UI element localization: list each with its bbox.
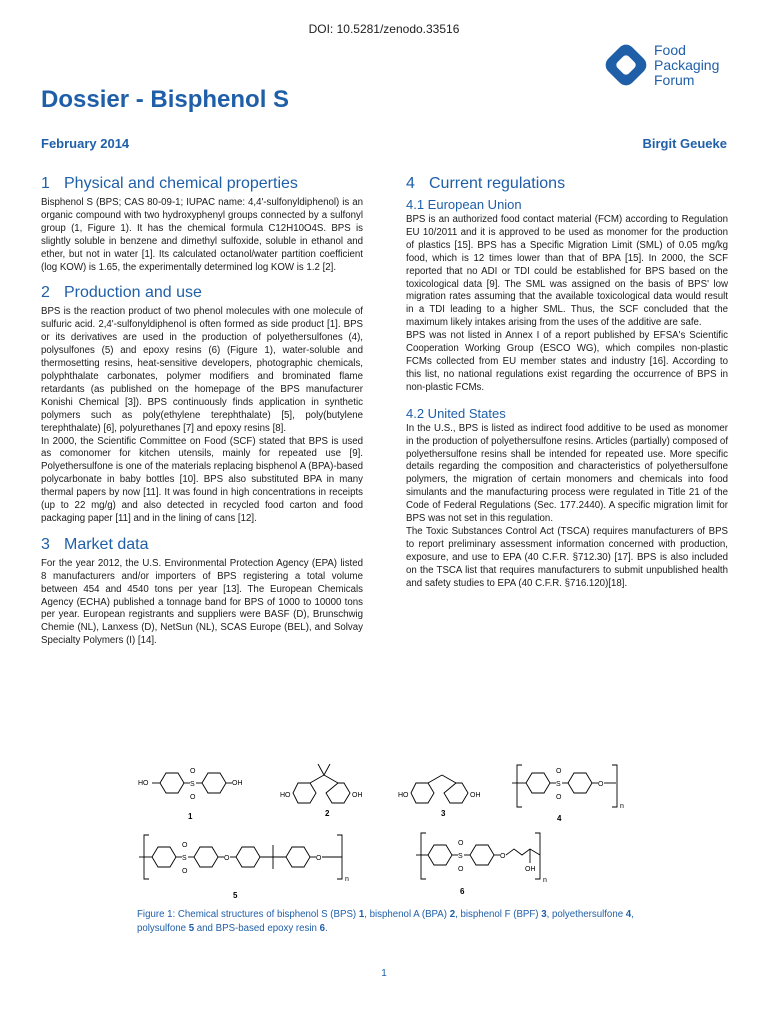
left-column (41, 174, 363, 648)
right-column (406, 174, 728, 590)
caption-compound-5: 5 (188, 923, 195, 934)
section-1-title: Physical and chemical properties (64, 175, 298, 192)
section-1-heading (41, 174, 363, 194)
label-ho-1: HO (138, 780, 149, 787)
label-n-5: n (345, 876, 349, 883)
section-2-paragraph-2: In 2000, the Scientific Committee on Food (SCF) stated that BPS is used as comonomer for kitchen utensils, mainly for repeated use [9]. Polyethersulfone is one of the materials replacing bisphenol A (BPA)-based polycarbonate in baby bottles [10]. BPS also substituted BPA in many thermal papers by now [11]. It was found in high concentrations in receipts (up to 22 mg/g) and also detected in recycled food carton and food packaging paper [11] and in the lining of cans [12]. (41, 435, 363, 524)
label-s-6: S (458, 853, 463, 860)
author-name: Birgit Geueke (642, 136, 727, 151)
structure-epoxy-resin (416, 833, 547, 896)
caption-compound-1: 1 (358, 909, 365, 920)
doi-header: DOI: 10.5281/zenodo.33516 (308, 22, 460, 36)
caption-text-3: , bisphenol F (BPF) (455, 909, 542, 920)
caption-text-1: Figure 1: Chemical structures of bisphenol S (BPS) (137, 909, 359, 920)
label-s-4: S (556, 781, 561, 788)
subsection-eu-heading: 4.1 European Union (406, 197, 522, 212)
label-ho-2: HO (280, 792, 291, 799)
caption-compound-6: 6 (319, 923, 325, 934)
logo-line-food: Food (654, 42, 686, 58)
caption-text-2: , bisphenol A (BPA) (364, 909, 450, 920)
page-number: 1 (381, 968, 387, 979)
label-o-5b: O (182, 868, 188, 875)
section-3-title: Market data (64, 535, 149, 553)
chemical-structures-figure (130, 755, 640, 905)
label-oh-3: OH (470, 792, 481, 799)
label-n-6: n (543, 877, 547, 884)
structure-bpf (398, 775, 481, 818)
compound-number-4: 4 (557, 814, 562, 823)
label-s-5: S (182, 855, 187, 862)
caption-compound-2: 2 (449, 909, 456, 920)
label-o-4b: O (556, 794, 562, 801)
label-o-5d: O (316, 855, 322, 862)
compound-number-3: 3 (441, 809, 446, 818)
logo-mark-icon (604, 43, 648, 87)
caption-text-6: and BPS-based epoxy resin (194, 923, 320, 934)
caption-text-7: . (324, 923, 328, 934)
section-4-number: 4 (406, 175, 415, 192)
figure-caption (137, 908, 637, 936)
caption-text-4: , polyethersulfone (546, 909, 626, 920)
logo-text (654, 43, 719, 88)
section-3-number: 3 (41, 535, 50, 553)
label-o-6c: O (500, 853, 506, 860)
label-oh-2: OH (352, 792, 363, 799)
section-4-title: Current regulations (429, 175, 566, 192)
compound-number-1: 1 (188, 812, 193, 821)
eu-paragraph-2: BPS was not listed in Annex I of a report published by EFSA's Scientific Cooperation Working Group (ESCO WG), which compiles non-plastic FCMs collected from EU member states and industry [16]. According to this list, no national regulations exist regarding the occurrence of BPS in non-plastic FCMs. (406, 330, 728, 393)
section-2-paragraph-1: BPS is the reaction product of two phenol molecules with one molecule of sulfuric acid. 2,4'-sulfonyldiphenol is often formed as side product [1]. BPS or its derivatives are used in the production of polyethersulfones (4), polysulfones (5) and epoxy resins (6) (Figure 1), water-soluble and thermosetting resins, heat-sensitive developers, photographic chemicals, polyphthalate carbonates, polymer modifiers and brominated flame retardants (as published on the homepage of the BPS manufacturer Konishi Chemical [3]). BPS continuously finds application in synthetic polymers such as poly(ethylene terephthalate) [5], poly(butylene terephthalate) [6], polyurethanes [7] and epoxy resins [8]. (41, 306, 363, 434)
section-3-paragraph: For the year 2012, the U.S. Environmental Protection Agency (EPA) listed 8 manufacturers and/or importers of BPS registering a total volume between 454 and 4540 tons per year [13]. The European Chemicals Agency (ECHA) published a tonnage band for BPS of 1000 to 10000 tons per year. European registrants and suppliers were BASF (D), Brunschwig Chemie (NL), Lanxess (D), NetSun (NL), SCAS Europe (BEL), and Solvay Specialty Polymers (I) [14]. (41, 557, 363, 647)
label-o-5a: O (182, 842, 188, 849)
label-o-6b: O (458, 866, 464, 873)
section-4-heading (406, 174, 728, 194)
us-paragraph-2: The Toxic Substances Control Act (TSCA) requires manufacturers of BPS to report preliminary assessment information concerned with production, exposure, and use to EPA (40 C.F.R. §712.30) [17]. BPS is also included on the TSCA list that requires manufacturers to submit unpublished health and safety studies to EPA (40 C.F.R. §716.120)[18]. (406, 525, 728, 589)
section-3-heading (41, 535, 363, 555)
logo-line-packaging: Packaging (654, 57, 720, 73)
subsection-us-heading: 4.2 United States (406, 405, 506, 421)
us-paragraph-1: In the U.S., BPS is listed as indirect food additive to be used as monomer in the production of polyethersulfone resins. Articles (partially) composed of polyethersulfone resins shall be intended for repeated use. More specific details regarding the composition and characteristics of polyethersulfone polymers, the migration of certain monomers and chemicals into food simulants and the manufacturing process were regulated in Title 21 of the Code of Federal Regulations (Sec. 177.2440). A specific migration limit for BPS was not set in this regulation. (406, 422, 729, 525)
label-o-5c: O (224, 855, 230, 862)
page-title: Dossier - Bisphenol S (41, 86, 290, 113)
compound-number-6: 6 (460, 887, 465, 896)
structure-bpa (280, 764, 363, 818)
compound-number-2: 2 (325, 809, 330, 818)
label-o-4c: O (598, 781, 604, 788)
label-o-6a: O (458, 840, 464, 847)
caption-compound-4: 4 (625, 909, 632, 920)
label-o-4a: O (556, 768, 562, 775)
structure-bps (138, 768, 243, 821)
structure-polyethersulfone (512, 765, 624, 823)
caption-text-5: , polysulfone (137, 909, 634, 934)
label-o-1a: O (190, 768, 196, 775)
label-ho-3: HO (398, 792, 409, 799)
caption-compound-3: 3 (541, 909, 547, 920)
structure-polysulfone (139, 835, 349, 900)
section-1-paragraph: Bisphenol S (BPS; CAS 80-09-1; IUPAC name: 4,4'-sulfonyldiphenol) is an organic compound with two hydroxyphenyl groups connected by a sulfonyl group (1, Figure 1). It has the chemical formula C12H10O4S. BPS is slightly soluble in benzene and dimethyl sulfoxide, soluble in ethanol and ether, but not in water [1]. Its calculated octanol/water partition coefficient (log KOW) is 1.65, the experimentally determined log KOW is 1.2 [2]. (41, 197, 363, 273)
label-s-1: S (190, 781, 195, 788)
label-o-1b: O (190, 794, 196, 801)
section-2-title: Production and use (64, 284, 202, 302)
section-2-heading (41, 283, 363, 303)
logo-line-forum: Forum (654, 72, 695, 88)
label-n-4: n (620, 803, 624, 810)
label-oh-6: OH (525, 866, 536, 873)
compound-number-5: 5 (233, 891, 238, 900)
eu-paragraph-1: BPS is an authorized food contact material (FCM) according to Regulation EU 10/2011 and it is approved to be used as monomer for the production of plastics [15]. BPS has a Specific Migration Limit (SML) of 0.05 mg/kg food, which is 12 times lower than that of BPA [15]. In 2000, the SCF reported that no ADI or TDI could be established for BPS based on the toxicological data [9]. The SML was assigned on the basis of BPS' low migration rates assuming that the available toxicological data would result in a TDI leading to a higher SML. Thus, the SCF concluded that the maximum likely intakes arising from the uses of the additive are safe. (406, 214, 728, 329)
section-1-number: 1 (41, 175, 50, 192)
publication-date: February 2014 (41, 136, 130, 151)
section-2-number: 2 (41, 284, 50, 302)
label-oh-1: OH (232, 780, 243, 787)
food-packaging-forum-logo (604, 43, 754, 93)
